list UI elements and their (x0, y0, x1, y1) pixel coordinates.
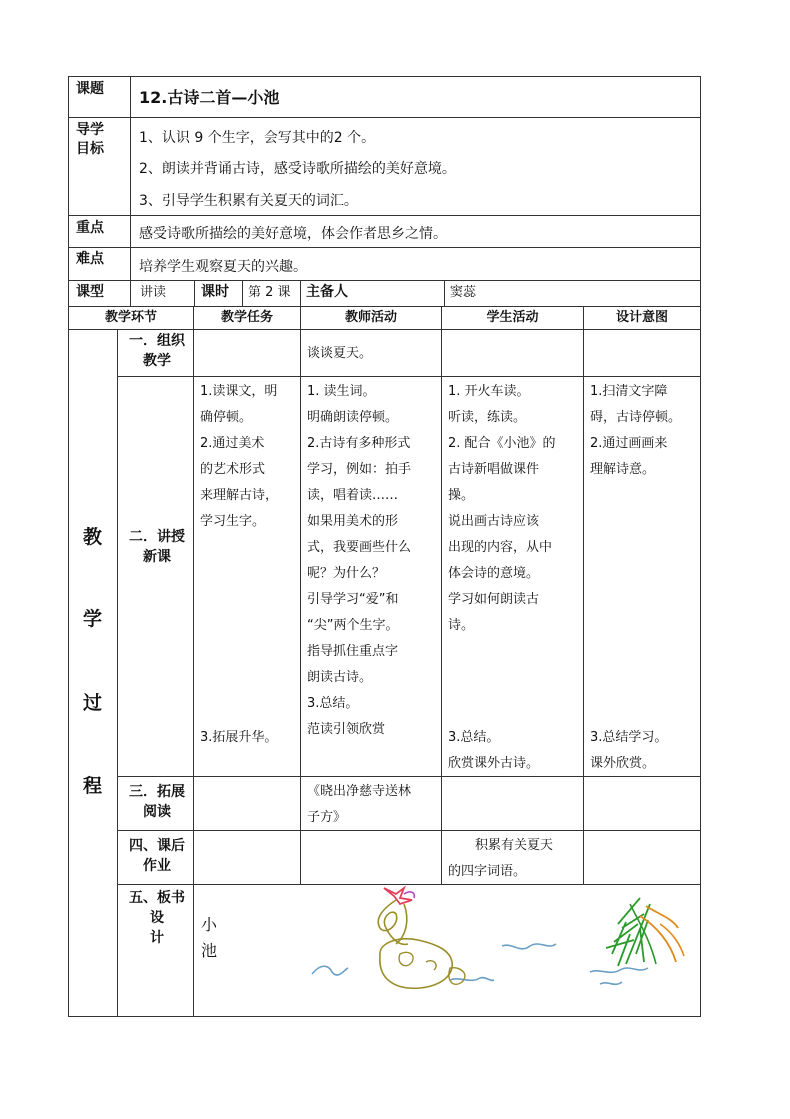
flower-petal (404, 892, 414, 898)
board-drawing (300, 884, 700, 1016)
header-student: 学生活动 (486, 310, 539, 325)
rule (300, 306, 301, 884)
hours-label: 课时 (201, 284, 229, 300)
section-3-teacher: 《晓出净慈寺送林 子方》 (307, 784, 412, 825)
rule (193, 306, 194, 1017)
key-point: 感受诗歌所描绘的美好意境，体会作者思乡之情。 (139, 226, 447, 242)
lotus-leaf (380, 939, 452, 988)
rule (444, 280, 445, 306)
board-title: 小 池 (201, 915, 218, 960)
table-border-left (68, 76, 69, 1017)
section-2-task: 1.读课文，明 确停顿。 2.通过美术 的艺术形式 来理解古诗， 学习生字。 (200, 384, 279, 529)
red-flower (384, 888, 412, 904)
table-border-bottom (68, 1016, 701, 1017)
header-stage: 教学环节 (104, 310, 157, 325)
key-point-label: 重点 (76, 220, 104, 236)
rule (242, 280, 243, 306)
header-task: 教学任务 (220, 310, 273, 325)
rule (194, 280, 195, 306)
process-label-4: 程 (83, 775, 103, 797)
water-ripple (590, 968, 648, 972)
course-type: 讲读 (140, 285, 167, 300)
section-2-design: 1.扫清文字障 碍，古诗停顿。 2.通过画画来 理解诗意。 (590, 384, 682, 477)
topic-title: 12.古诗二首—小池 (139, 88, 280, 107)
water-ripple (600, 982, 622, 984)
goal-1: 1、认识 9 个生字，会写其中的2 个。 (139, 130, 376, 146)
process-label-3: 过 (83, 692, 103, 714)
section-1-name: 一．组织 教学 (129, 333, 185, 369)
table-border-top (68, 76, 701, 77)
header-design: 设计意图 (615, 310, 668, 325)
goal-2: 2、朗读并背诵古诗，感受诗歌所描绘的美好意境。 (139, 161, 456, 177)
section-2-task-extra: 3.拓展升华。 (200, 730, 278, 745)
leaf-vein (399, 952, 413, 965)
leaf-vein (426, 961, 436, 970)
water-ripple (502, 944, 556, 949)
lotus-stem (378, 900, 408, 944)
section-5-name: 五、板书 设 计 (129, 890, 185, 946)
goal-3: 3、引导学生积累有关夏天的词汇。 (139, 193, 358, 209)
preparer: 窦蕊 (450, 285, 477, 300)
rule (117, 329, 118, 1017)
hours: 第 2 课 (248, 285, 291, 300)
section-4-name: 四、课后 作业 (129, 838, 185, 874)
rule (130, 76, 131, 306)
rule (68, 329, 701, 330)
rule (300, 280, 301, 306)
section-3-name: 三．拓展 阅读 (129, 784, 185, 820)
rule (68, 306, 701, 307)
section-2-student: 1. 开火车读。 听读，练读。 2. 配合《小池》的 古诗新唱做课件 操。 说出画古诗应该 出现的内容，从中 体会诗的意境。 学习如何朗读古 诗。 (448, 384, 556, 633)
difficulty: 培养学生观察夏天的兴趣。 (139, 259, 307, 275)
rule (68, 247, 701, 248)
goals-label: 导学 目标 (76, 122, 104, 157)
water-ripple (450, 978, 494, 981)
rule (68, 117, 701, 118)
rule (583, 306, 584, 884)
rule (68, 215, 701, 216)
section-2-student-extra: 3.总结。 欣赏课外古诗。 (448, 730, 540, 771)
course-type-label: 课型 (76, 284, 104, 300)
process-label-2: 学 (83, 608, 103, 630)
difficulty-label: 难点 (76, 251, 104, 267)
section-4-student: 积累有关夏天 的四字词语。 (448, 838, 554, 879)
section-2-name: 二．讲授 新课 (129, 529, 185, 565)
rule (117, 376, 701, 377)
table-border-right (700, 76, 701, 1017)
topic-label: 课题 (76, 81, 104, 97)
section-2-design-extra: 3.总结学习。 课外欣赏。 (590, 730, 668, 771)
reed (640, 916, 676, 962)
preparer-label: 主备人 (306, 284, 348, 300)
water-ripple (312, 966, 348, 975)
section-2-teacher: 1. 读生词。 明确朗读停顿。 2.古诗有多种形式 学习，例如：拍手 读，唱着读…… 如果用美术的形 式，我要画些什么 呢？为什么？ 引导学习“爱”和 “尖”两个生字。 指导抓住重点字 朗读古诗。 3.总结。 范读引领欣赏 (307, 384, 412, 737)
section-1-teacher: 谈谈夏天。 (307, 346, 373, 361)
process-label-1: 教 (83, 526, 103, 548)
rule (441, 306, 442, 884)
header-teacher: 教师活动 (344, 310, 397, 325)
